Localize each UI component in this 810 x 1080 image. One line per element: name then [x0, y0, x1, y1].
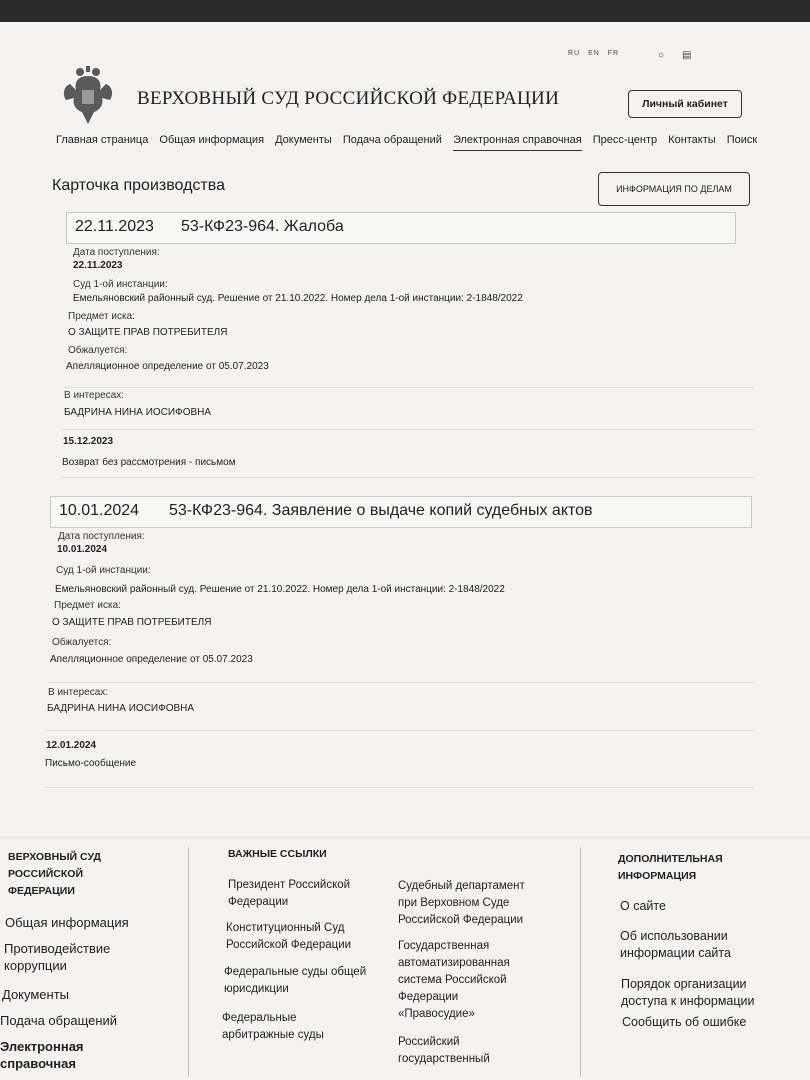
footer-link-constitutional-court[interactable]: Конституционный Суд Российской Федерации	[226, 922, 352, 951]
footer-link-russian-state[interactable]: Российский государственный	[398, 1036, 490, 1065]
footer-link-e-reference[interactable]: Электронная справочная	[0, 1039, 84, 1071]
nav-item-contacts[interactable]: Контакты	[668, 134, 716, 146]
appealed-label: Обжалуется:	[52, 637, 112, 648]
footer-link-president[interactable]: Президент Российской Федерации	[228, 879, 351, 908]
subject-value: О ЗАЩИТЕ ПРАВ ПОТРЕБИТЕЛЯ	[52, 617, 212, 628]
nav-item-e-reference[interactable]: Электронная справочная	[453, 134, 582, 151]
received-value: 10.01.2024	[57, 544, 108, 555]
footer-col-title: ДОПОЛНИТЕЛЬНАЯ ИНФОРМАЦИЯ	[618, 853, 723, 882]
lang-fr[interactable]: FR	[607, 50, 620, 57]
interest-label: В интересах:	[48, 687, 109, 698]
footer-link-access-order[interactable]: Порядок организации доступа к информации	[621, 977, 755, 1008]
footer-column-divider	[580, 847, 581, 1077]
divider	[60, 477, 754, 478]
footer-col-title: ВАЖНЫЕ ССЫЛКИ	[228, 848, 327, 860]
lang-ru[interactable]: RU	[568, 50, 581, 57]
case-header	[66, 212, 736, 244]
personal-cabinet-button[interactable]: Личный кабинет	[628, 90, 742, 118]
case-title: 53-КФ23-964. Жалоба	[181, 218, 344, 235]
footer-link-usage-info[interactable]: Об использовании информации сайта	[620, 929, 731, 960]
received-label: Дата поступления:	[58, 531, 145, 542]
interest-value: БАДРИНА НИНА ИОСИФОВНА	[47, 703, 195, 714]
divider	[48, 682, 754, 683]
nav-item-search[interactable]: Поиск	[726, 134, 758, 146]
footer-col-additional	[618, 851, 758, 885]
footer-link-documents[interactable]: Документы	[2, 987, 70, 1002]
subject-value: О ЗАЩИТЕ ПРАВ ПОТРЕБИТЕЛЯ	[68, 327, 228, 338]
nav-item-general-info[interactable]: Общая информация	[159, 134, 265, 146]
nav-item-home[interactable]: Главная страница	[56, 134, 149, 146]
divider	[62, 429, 754, 430]
case-date: 22.11.2023	[75, 218, 154, 235]
footer-column-divider	[188, 847, 189, 1077]
footer-link-appeals[interactable]: Подача обращений	[0, 1013, 118, 1028]
site-title[interactable]: ВЕРХОВНЫЙ СУД РОССИЙСКОЙ ФЕДЕРАЦИИ	[137, 88, 560, 109]
footer-link-gas-pravosudie[interactable]: Государственная автоматизированная система Российской Федерации «Правосудие»	[398, 940, 510, 1020]
coat-of-arms-icon[interactable]	[60, 64, 116, 128]
footer-link-anticorruption[interactable]: Противодействие коррупции	[4, 941, 111, 973]
case-title: 53-КФ23-964. Заявление о выдаче копий судебных актов	[169, 502, 593, 519]
event-text: Возврат без рассмотрения - письмом	[62, 457, 236, 468]
divider	[46, 730, 754, 731]
page-title: Карточка производства	[52, 177, 225, 194]
case-date: 10.01.2024	[59, 502, 140, 519]
event-date: 12.01.2024	[46, 740, 97, 751]
received-label: Дата поступления:	[73, 247, 160, 258]
footer-link-general-courts[interactable]: Федеральные суды общей юрисдикции	[224, 966, 367, 995]
language-switcher	[568, 50, 624, 57]
print-icon[interactable]: ▤	[682, 50, 692, 61]
nav-item-appeals[interactable]: Подача обращений	[342, 134, 442, 146]
footer-link-about[interactable]: О сайте	[620, 899, 666, 913]
page	[0, 22, 810, 1080]
main-nav	[56, 134, 765, 146]
divider	[44, 787, 754, 788]
nav-item-press-center[interactable]: Пресс-центр	[592, 134, 658, 146]
footer-link-general-info[interactable]: Общая информация	[5, 915, 129, 930]
court-value: Емельяновский районный суд. Решение от 21.10.2022. Номер дела 1-ой инстанции: 2-1848/2022	[55, 584, 505, 595]
footer-link-arbitration-courts[interactable]: Федеральные арбитражные суды	[222, 1012, 324, 1041]
accessibility-icon[interactable]: ○	[658, 50, 665, 61]
subject-label: Предмет иска:	[68, 311, 135, 322]
interest-value: БАДРИНА НИНА ИОСИФОВНА	[64, 407, 212, 418]
court-value: Емельяновский районный суд. Решение от 21.10.2022. Номер дела 1-ой инстанции: 2-1848/2022	[73, 293, 523, 304]
appealed-value: Апелляционное определение от 05.07.2023	[50, 654, 253, 665]
event-text: Письмо-сообщение	[45, 758, 137, 769]
court-label: Суд 1-ой инстанции:	[56, 565, 151, 576]
lang-en[interactable]: EN	[588, 50, 600, 57]
case-info-button[interactable]: ИНФОРМАЦИЯ ПО ДЕЛАМ	[598, 172, 750, 206]
footer-col-court	[8, 849, 128, 900]
footer-link-judicial-department[interactable]: Судебный департамент при Верховном Суде Российской Федерации	[398, 880, 525, 926]
court-label: Суд 1-ой инстанции:	[73, 279, 168, 290]
subject-label: Предмет иска:	[54, 600, 121, 611]
case-header	[50, 496, 752, 528]
nav-item-documents[interactable]: Документы	[275, 134, 332, 146]
received-value: 22.11.2023	[73, 260, 123, 271]
divider	[64, 387, 754, 388]
appealed-label: Обжалуется:	[68, 345, 128, 356]
event-date: 15.12.2023	[63, 436, 114, 447]
footer-col-title: ВЕРХОВНЫЙ СУД РОССИЙСКОЙ ФЕДЕРАЦИИ	[8, 851, 101, 897]
footer-divider	[0, 837, 810, 838]
interest-label: В интересах:	[64, 390, 125, 401]
appealed-value: Апелляционное определение от 05.07.2023	[66, 361, 269, 372]
footer-link-report-error[interactable]: Сообщить об ошибке	[622, 1015, 747, 1029]
